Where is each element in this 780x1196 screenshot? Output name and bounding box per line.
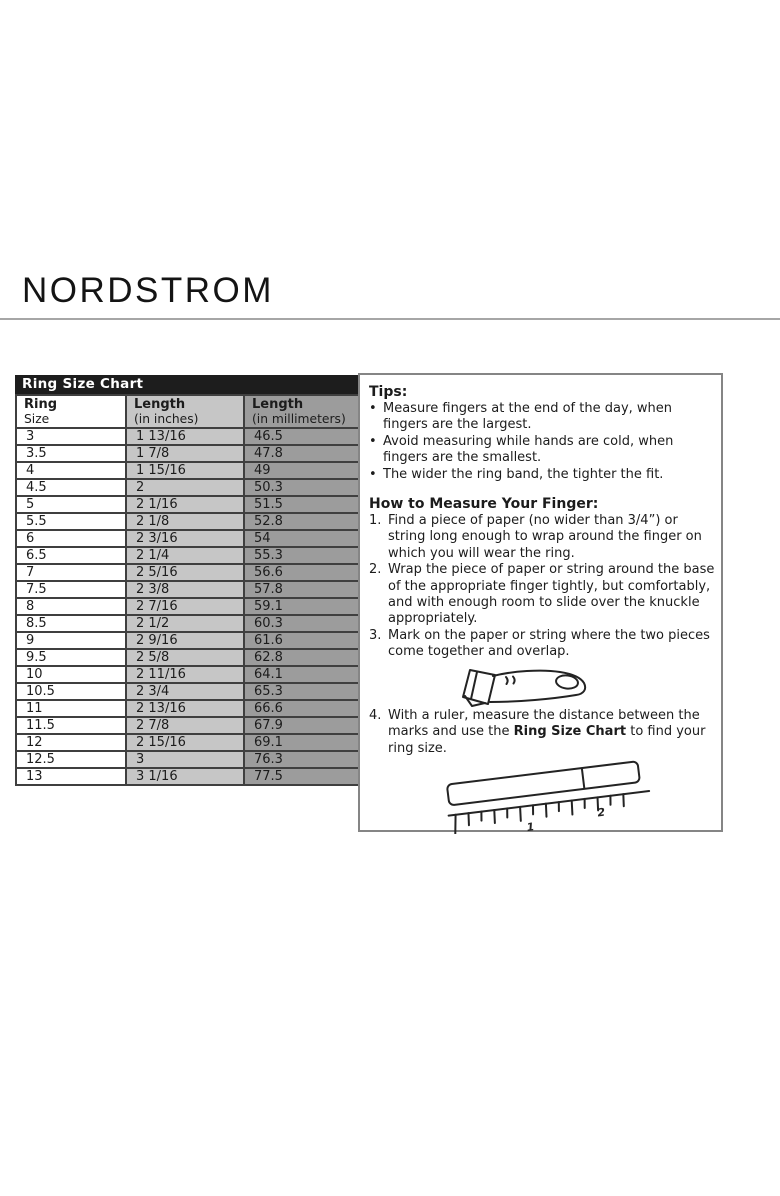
tips-panel	[358, 373, 723, 832]
tip-item	[369, 434, 715, 467]
howto-step-2	[369, 562, 715, 628]
howto-step-1	[369, 513, 715, 562]
length-inches-cell: 1 13/16	[126, 428, 244, 445]
step-text	[388, 708, 715, 757]
table-row	[16, 615, 359, 632]
ring-size-chart	[15, 375, 358, 786]
length-mm-cell: 55.3	[244, 547, 359, 564]
length-inches-cell: 2 9/16	[126, 632, 244, 649]
table-row	[16, 581, 359, 598]
finger-illustration-icon	[457, 664, 595, 708]
length-inches-cell: 2 1/2	[126, 615, 244, 632]
length-mm-cell: 46.5	[244, 428, 359, 445]
length-mm-cell: 77.5	[244, 768, 359, 785]
table-row	[16, 700, 359, 717]
length-mm-cell: 60.3	[244, 615, 359, 632]
column-header-length-millimeters	[244, 395, 359, 428]
length-mm-cell: 66.6	[244, 700, 359, 717]
ring-size-cell: 12	[16, 734, 126, 751]
length-inches-cell: 2 7/16	[126, 598, 244, 615]
step-number: 2.	[369, 562, 382, 578]
ring-size-cell: 7	[16, 564, 126, 581]
table-row	[16, 496, 359, 513]
column-header-line1: Ring	[24, 397, 58, 412]
header-divider	[0, 318, 780, 320]
column-header-line2: Size	[24, 412, 50, 426]
length-inches-cell: 2 1/16	[126, 496, 244, 513]
table-row	[16, 683, 359, 700]
length-mm-cell: 49	[244, 462, 359, 479]
ring-size-cell: 10.5	[16, 683, 126, 700]
column-header-line2: (in millimeters)	[252, 412, 346, 426]
howto-heading: How to Measure Your Finger:	[369, 496, 599, 513]
table-row	[16, 649, 359, 666]
column-header-line1: Length	[134, 397, 186, 412]
column-header-ring-size	[16, 395, 126, 428]
bullet-icon: •	[369, 433, 377, 449]
table-row	[16, 462, 359, 479]
length-inches-cell: 2 3/8	[126, 581, 244, 598]
table-row	[16, 666, 359, 683]
ring-size-cell: 3.5	[16, 445, 126, 462]
tip-item	[369, 401, 715, 434]
length-mm-cell: 76.3	[244, 751, 359, 768]
length-mm-cell: 51.5	[244, 496, 359, 513]
ring-size-cell: 7.5	[16, 581, 126, 598]
ring-size-cell: 4.5	[16, 479, 126, 496]
table-row	[16, 598, 359, 615]
ring-size-cell: 13	[16, 768, 126, 785]
length-mm-cell: 52.8	[244, 513, 359, 530]
ruler-number-2: 2	[596, 805, 606, 820]
length-inches-cell: 2 5/16	[126, 564, 244, 581]
ruler-illustration-icon	[435, 758, 667, 834]
table-row	[16, 768, 359, 785]
tip-item	[369, 467, 715, 483]
length-inches-cell: 1 15/16	[126, 462, 244, 479]
length-inches-cell: 3 1/16	[126, 768, 244, 785]
tip-text: Avoid measuring while hands are cold, when fingers are the smallest.	[383, 433, 674, 466]
length-mm-cell: 54	[244, 530, 359, 547]
column-header-line1: Length	[252, 397, 304, 412]
length-inches-cell: 2 1/8	[126, 513, 244, 530]
step-text: Find a piece of paper (no wider than 3/4”) or string long enough to wrap around the finger on which you will wear the ring.	[388, 513, 702, 561]
length-inches-cell: 2 11/16	[126, 666, 244, 683]
length-mm-cell: 65.3	[244, 683, 359, 700]
length-inches-cell: 2 13/16	[126, 700, 244, 717]
length-mm-cell: 59.1	[244, 598, 359, 615]
length-inches-cell: 2 3/16	[126, 530, 244, 547]
tip-text: Measure fingers at the end of the day, when fingers are the largest.	[383, 401, 673, 433]
table-header-row	[16, 395, 359, 428]
step-text: Mark on the paper or string where the two pieces come together and overlap.	[388, 627, 710, 660]
length-mm-cell: 67.9	[244, 717, 359, 734]
length-mm-cell: 61.6	[244, 632, 359, 649]
tip-text: The wider the ring band, the tighter the fit.	[383, 466, 664, 482]
step-text-after: to find your ring size.	[388, 724, 706, 756]
ring-size-cell: 8.5	[16, 615, 126, 632]
step-number: 1.	[369, 513, 382, 529]
length-inches-cell: 2 3/4	[126, 683, 244, 700]
length-inches-cell: 2 1/4	[126, 547, 244, 564]
tips-heading: Tips:	[369, 384, 408, 400]
length-mm-cell: 56.6	[244, 564, 359, 581]
howto-step-3	[369, 628, 715, 661]
step-text-bold: Ring Size Chart	[513, 724, 627, 740]
ruler-number-1: 1	[525, 820, 536, 834]
ring-size-table	[15, 394, 360, 786]
ring-size-cell: 11.5	[16, 717, 126, 734]
table-row	[16, 734, 359, 751]
table-row	[16, 717, 359, 734]
ring-size-cell: 5	[16, 496, 126, 513]
column-header-line2: (in inches)	[134, 412, 199, 426]
step-text: Wrap the piece of paper or string around the base of the appropriate finger tightly, but comfortably, and with enough room to slide over the knuckle appropriately.	[388, 562, 715, 627]
table-row	[16, 632, 359, 649]
length-inches-cell: 1 7/8	[126, 445, 244, 462]
length-mm-cell: 64.1	[244, 666, 359, 683]
length-inches-cell: 2 7/8	[126, 717, 244, 734]
table-row	[16, 530, 359, 547]
table-row	[16, 428, 359, 445]
ring-size-cell: 5.5	[16, 513, 126, 530]
ring-size-table-body	[16, 428, 359, 785]
bullet-icon: •	[369, 401, 377, 416]
nordstrom-logo: NORDSTROM	[22, 271, 274, 310]
table-row	[16, 751, 359, 768]
ring-size-cell: 12.5	[16, 751, 126, 768]
ring-size-cell: 11	[16, 700, 126, 717]
ring-size-cell: 10	[16, 666, 126, 683]
table-row	[16, 564, 359, 581]
length-mm-cell: 69.1	[244, 734, 359, 751]
table-row	[16, 479, 359, 496]
bullet-icon: •	[369, 466, 377, 482]
length-mm-cell: 57.8	[244, 581, 359, 598]
table-row	[16, 547, 359, 564]
ring-size-cell: 6.5	[16, 547, 126, 564]
length-inches-cell: 2	[126, 479, 244, 496]
step-text-before: With a ruler, measure the distance between the marks and use the	[388, 707, 700, 740]
table-row	[16, 445, 359, 462]
column-header-length-inches	[126, 395, 244, 428]
length-inches-cell: 2 5/8	[126, 649, 244, 666]
ring-size-cell: 8	[16, 598, 126, 615]
length-inches-cell: 3	[126, 751, 244, 768]
step-number: 4.	[369, 707, 382, 723]
length-mm-cell: 50.3	[244, 479, 359, 496]
step-number: 3.	[369, 627, 382, 643]
ring-size-cell: 3	[16, 428, 126, 445]
length-mm-cell: 62.8	[244, 649, 359, 666]
ring-size-cell: 9.5	[16, 649, 126, 666]
ring-size-chart-title: Ring Size Chart	[15, 375, 358, 394]
howto-step-4	[369, 708, 715, 757]
ring-size-cell: 6	[16, 530, 126, 547]
length-mm-cell: 47.8	[244, 445, 359, 462]
table-row	[16, 513, 359, 530]
ring-size-cell: 9	[16, 632, 126, 649]
length-inches-cell: 2 15/16	[126, 734, 244, 751]
ring-size-cell: 4	[16, 462, 126, 479]
